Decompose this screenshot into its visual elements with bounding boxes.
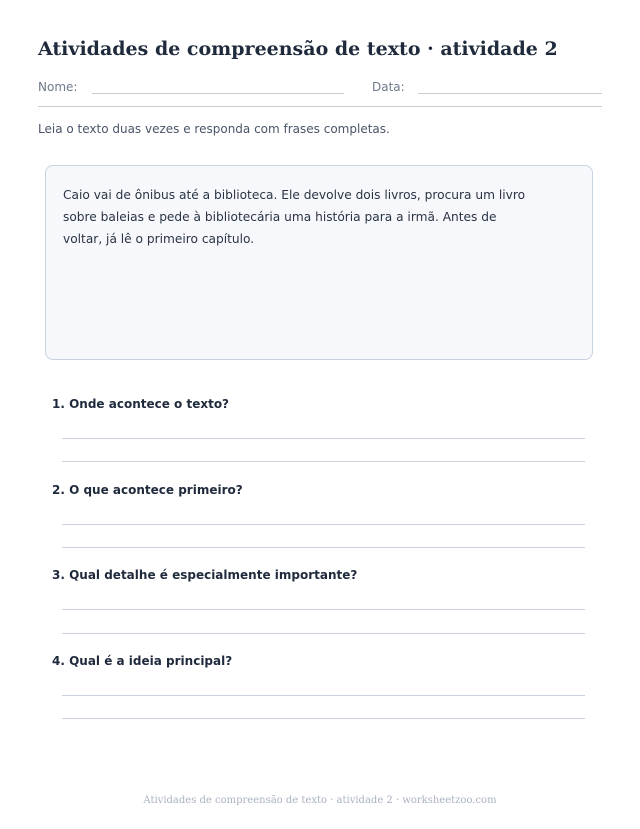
question-4: 4. Qual é a ideia principal? — [52, 654, 233, 668]
header-divider — [38, 106, 602, 107]
reading-passage-text: Caio vai de ônibus até a biblioteca. Ele devolve dois livros, procura um livro sobre baleias e pede à bibliotecária uma história para a irmã. Antes de voltar, já lê o primeiro capítulo. — [63, 188, 526, 246]
answer-line[interactable] — [62, 609, 585, 610]
answer-line[interactable] — [62, 438, 585, 439]
question-2: 2. O que acontece primeiro? — [52, 483, 243, 497]
answer-line[interactable] — [62, 524, 585, 525]
reading-passage-box — [45, 165, 593, 360]
question-3: 3. Qual detalhe é especialmente importante? — [52, 568, 358, 582]
answer-line[interactable] — [62, 547, 585, 548]
date-label: Data: — [372, 80, 405, 94]
answer-line[interactable] — [62, 695, 585, 696]
name-field-line[interactable] — [92, 93, 344, 94]
question-1: 1. Onde acontece o texto? — [52, 397, 230, 411]
date-field-line[interactable] — [418, 93, 602, 94]
answer-line[interactable] — [62, 461, 585, 462]
name-label: Nome: — [38, 80, 78, 94]
answer-line[interactable] — [62, 718, 585, 719]
answer-line[interactable] — [62, 633, 585, 634]
footer-credit: Atividades de compreensão de texto · atividade 2 · worksheetzoo.com — [143, 795, 497, 806]
page-title: Atividades de compreensão de texto · atividade 2 — [38, 38, 558, 60]
instructions: Leia o texto duas vezes e responda com frases completas. — [38, 122, 390, 136]
